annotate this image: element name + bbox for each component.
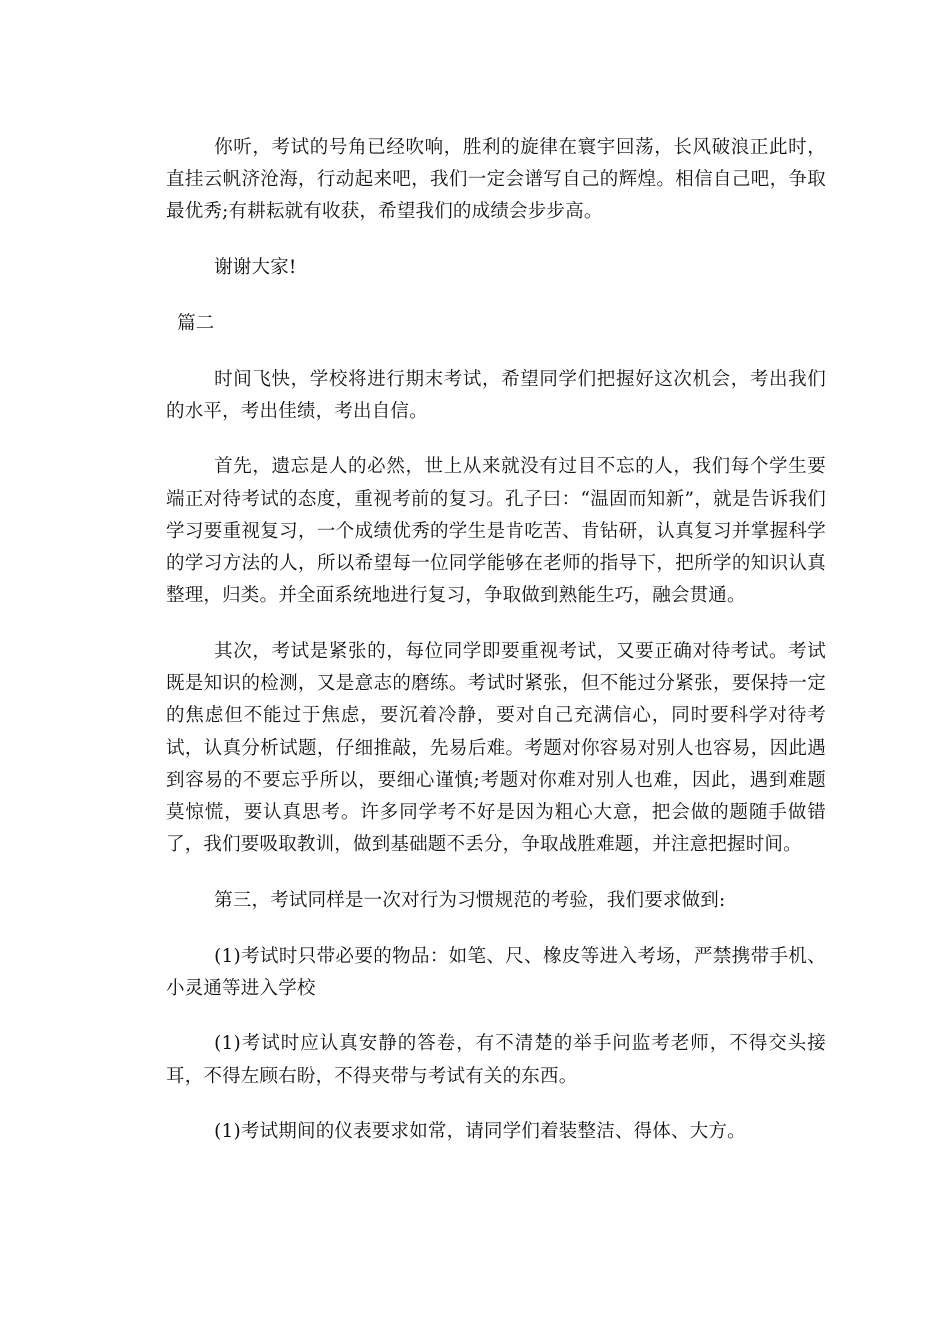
list-item-rule-conduct: (1)考试时应认真安静的答卷，有不清楚的举手问监考老师，不得交头接耳，不得左顾右盼，不得夹带与考试有关的东西。 [166, 1033, 826, 1087]
paragraph-thanks: 谢谢大家! [214, 257, 297, 279]
list-item-rule-appearance: (1)考试期间的仪表要求如常，请同学们着装整洁、得体、大方。 [214, 1121, 746, 1143]
section-heading-part-two: 篇二 [177, 312, 215, 334]
list-item-rule-items: (1)考试时只带必要的物品：如笔、尺、橡皮等进入考场，严禁携带手机、小灵通等进入学校 [166, 945, 826, 999]
document-body [166, 132, 826, 1172]
paragraph-second-point: 其次，考试是紧张的，每位同学即要重视考试，又要正确对待考试。考试既是知识的检测，又是意志的磨练。考试时紧张，但不能过分紧张，要保持一定的焦虑但不能过于焦虑，要沉着冷静，要对自己充满信心，同时要科学对待考试，认真分析试题，仔细推敲，先易后难。考题对你容易对别人也容易，因此遇到容易的不要忘乎所以，要细心谨慎;考题对你难对别人也难，因此，遇到难题莫惊慌，要认真思考。许多同学考不好是因为粗心大意，把会做的题随手做错了，我们要吸取教训，做到基础题不丢分，争取战胜难题，并注意把握时间。 [166, 640, 826, 856]
paragraph-intro: 时间飞快，学校将进行期末考试，希望同学们把握好这次机会，考出我们的水平，考出佳绩，考出自信。 [166, 368, 826, 422]
paragraph-third-point: 第三，考试同样是一次对行为习惯规范的考验，我们要求做到: [214, 889, 726, 911]
paragraph-closing-encouragement: 你听，考试的号角已经吹响，胜利的旋律在寰宇回荡，长风破浪正此时，直挂云帆济沧海，行动起来吧，我们一定会谱写自己的辉煌。相信自己吧，争取最优秀;有耕耘就有收获，希望我们的成绩会步步高。 [166, 137, 826, 223]
paragraph-first-point: 首先，遗忘是人的必然，世上从来就没有过目不忘的人，我们每个学生要端正对待考试的态度，重视考前的复习。孔子曰：“温固而知新”，就是告诉我们学习要重视复习，一个成绩优秀的学生是肯吃苦、肯钻研，认真复习并掌握科学的学习方法的人，所以希望每一位同学能够在老师的指导下，把所学的知识认真整理，归类。并全面系统地进行复习，争取做到熟能生巧，融会贯通。 [166, 456, 826, 607]
